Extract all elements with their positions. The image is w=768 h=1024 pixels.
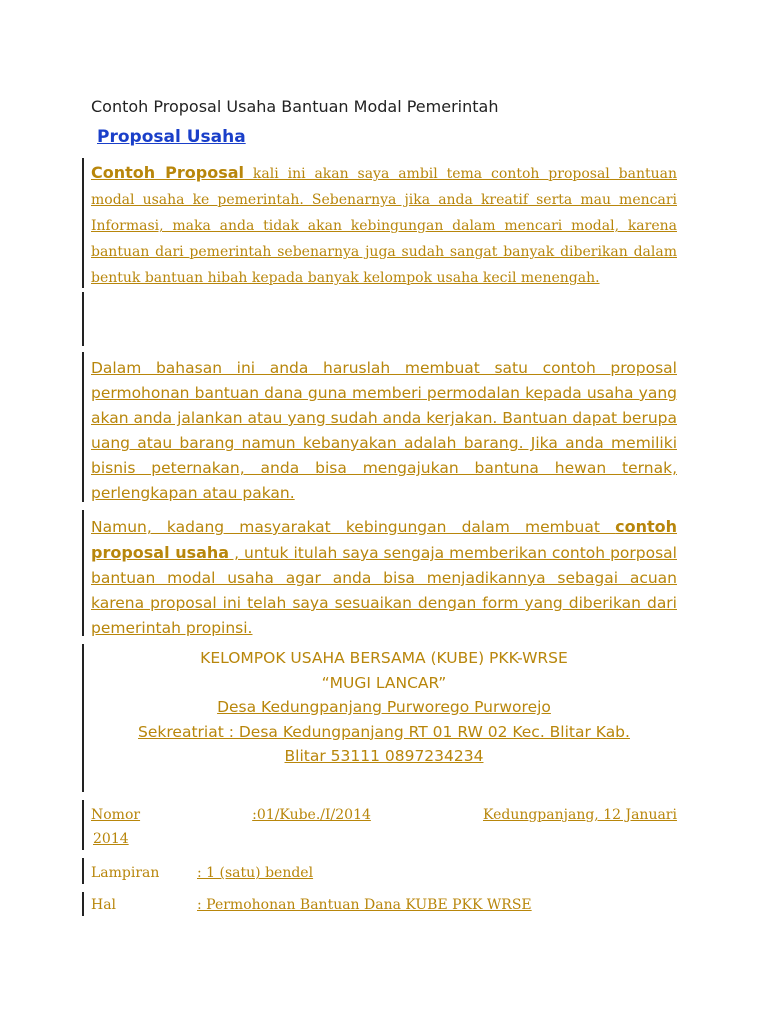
org-village: Desa Kedungpanjang Purworego Purworejo [217, 698, 551, 716]
hal-label: Hal [91, 897, 117, 913]
letter-lampiran [91, 861, 677, 885]
namun-text-after: , untuk itulah saya sengaja memberikan contoh porposal bantuan modal usaha agar anda bisa menjadikannya sebagai acuan karena proposal ini telah saya sesuaikan dengan form yang diberikan dari pemerintah propinsi. [91, 544, 677, 637]
page-title: Contoh Proposal Usaha Bantuan Modal Pemerintah [91, 97, 499, 116]
org-motto: “MUGI LANCAR” [321, 673, 447, 692]
contoh-proposal-usaha-link[interactable]: contoh proposal usaha [91, 517, 677, 562]
left-border-bar [82, 510, 84, 636]
intro-text: kali ini akan saya ambil tema contoh proposal bantuan modal usaha ke pemerintah. Sebenarnya jika anda kreatif serta mau mencari Informasi, maka anda tidak akan kebingungan dalam mencari modal, karena bantuan dari pemerintah sebenarnya juga sudah sangat banyak diberikan dalam bentuk bantuan hibah kepada banyak kelompok usaha kecil menengah. [91, 166, 677, 286]
intro-paragraph [91, 160, 677, 291]
letter-hal [91, 893, 677, 917]
org-name: KELOMPOK USAHA BERSAMA (KUBE) PKK-WRSE [200, 649, 568, 667]
letter-nomor [91, 803, 677, 851]
lampiran-value: : 1 (satu) bendel [197, 865, 314, 881]
left-border-bar [82, 352, 84, 502]
proposal-usaha-link[interactable]: Proposal Usaha [97, 127, 246, 147]
namun-text-before: Namun, kadang masyarakat kebingungan dalam membuat [91, 518, 616, 536]
bahasan-paragraph: Dalam bahasan ini anda haruslah membuat satu contoh proposal permohonan bantuan dana guna memberi permodalan kepada usaha yang akan anda jalankan atau yang sudah anda kerjakan. Bantuan dapat berupa uang atau barang namun kebanyakan adalah barang. Jika anda memiliki bisnis peternakan, anda bisa mengajukan bantuna hewan ternak, perlengkapan atau pakan. [91, 359, 677, 502]
contoh-proposal-lead[interactable]: Contoh Proposal [91, 163, 245, 182]
namun-paragraph [91, 514, 677, 641]
org-postal-phone: Blitar 53111 0897234234 [284, 747, 484, 765]
letter-year: 2014 [93, 831, 129, 847]
nomor-value: :01/Kube./I/2014 [252, 807, 371, 823]
left-border-bar [82, 158, 84, 288]
nomor-label: Nomor [91, 807, 141, 823]
place-date: Kedungpanjang, 12 Januari [482, 807, 677, 823]
lampiran-label: Lampiran [91, 865, 160, 881]
left-border-bar [82, 858, 84, 884]
org-secretariat: Sekreatriat : Desa Kedungpanjang RT 01 RW 02 Kec. Blitar Kab. [138, 722, 630, 741]
hal-value: : Permohonan Bantuan Dana KUBE PKK WRSE [197, 897, 532, 913]
left-border-bar [82, 892, 84, 916]
left-border-bar [82, 800, 84, 850]
left-border-bar [82, 292, 84, 346]
left-border-bar [82, 644, 84, 792]
organization-header [91, 646, 677, 769]
